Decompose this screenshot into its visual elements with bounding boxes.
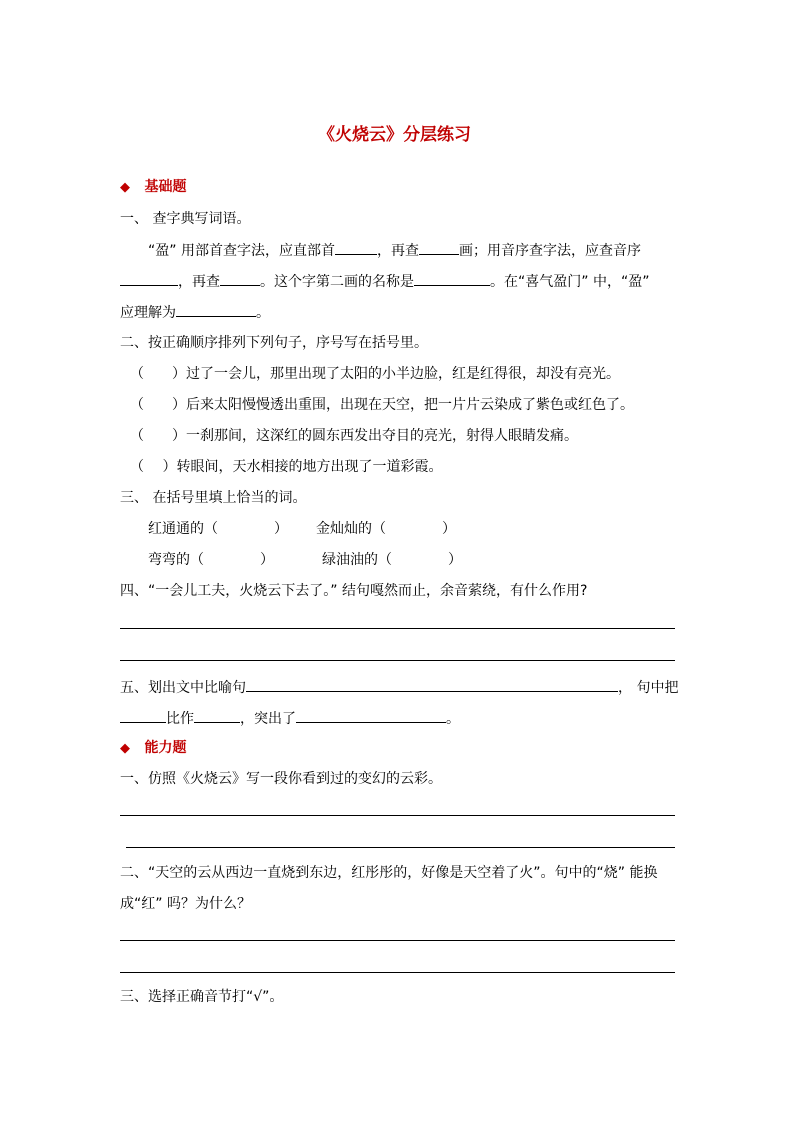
fill-word: 绿油油的（ ） xyxy=(322,552,462,568)
section-basic xyxy=(120,178,186,197)
text: ，再查 xyxy=(376,243,419,259)
list-item: （ ）过了一会儿，那里出现了太阳的小半边脸，红是红得很，却没有亮光。 xyxy=(130,366,620,382)
text: 比作 xyxy=(166,711,194,727)
question-line xyxy=(120,708,460,728)
blank[interactable] xyxy=(419,240,459,255)
blank[interactable] xyxy=(246,677,618,692)
question-heading: 二、按正确顺序排列下列句子，序号写在括号里。 xyxy=(120,335,428,351)
question-heading: 一、仿照《火烧云》写一段你看到过的变幻的云彩。 xyxy=(120,771,442,787)
diamond-icon: ◆ xyxy=(120,741,130,756)
fill-word: 红通通的（ ） xyxy=(148,521,288,537)
answer-line[interactable] xyxy=(126,847,675,848)
text: 。这个字第二画的名称是 xyxy=(260,274,414,290)
question-heading: 三、选择正确音节打“√”。 xyxy=(120,989,284,1005)
question-heading: 一、 查字典写词语。 xyxy=(120,211,251,227)
blank[interactable] xyxy=(335,240,377,255)
question-heading: 三、 在括号里填上恰当的词。 xyxy=(120,490,307,506)
text: 画；用音序查字法，应查音序 xyxy=(458,243,641,259)
question-line: 二、“天空的云从西边一直烧到东边，红彤彤的，好像是天空着了火”。句中的“烧” 能换 xyxy=(120,865,658,881)
question-line xyxy=(120,271,649,291)
answer-line[interactable] xyxy=(120,972,675,973)
answer-line[interactable] xyxy=(120,628,675,629)
section-label: 能力题 xyxy=(144,740,187,756)
question-line xyxy=(148,240,641,260)
section-label: 基础题 xyxy=(144,179,187,195)
blank[interactable] xyxy=(220,271,260,286)
text: 。 xyxy=(446,711,460,727)
fill-word: 弯弯的（ ） xyxy=(148,552,274,568)
question-line xyxy=(120,677,678,697)
list-item: （ ）一刹那间，这深红的圆东西发出夺目的亮光，射得人眼睛发痛。 xyxy=(130,428,578,444)
blank[interactable] xyxy=(296,708,446,723)
page-title: 《火烧云》分层练习 xyxy=(318,125,471,145)
blank[interactable] xyxy=(176,302,256,317)
blank[interactable] xyxy=(194,708,240,723)
text: ，再查 xyxy=(178,274,220,290)
diamond-icon: ◆ xyxy=(120,180,130,195)
text: 应理解为 xyxy=(120,305,176,321)
question-line: 成“红” 吗？为什么？ xyxy=(120,896,251,912)
text: “盈” 用部首查字法，应直部首 xyxy=(148,243,335,259)
text: ， 句中把 xyxy=(618,680,679,696)
blank[interactable] xyxy=(120,708,166,723)
answer-line[interactable] xyxy=(120,815,675,816)
text: ，突出了 xyxy=(240,711,296,727)
answer-line[interactable] xyxy=(120,660,675,661)
question-heading: 四、“一会儿工夫，火烧云下去了。” 结句嘎然而止，余音萦绕，有什么作用? xyxy=(120,583,588,599)
fill-word: 金灿灿的（ ） xyxy=(316,521,456,537)
text: 。 xyxy=(256,305,270,321)
answer-line[interactable] xyxy=(120,940,675,941)
list-item: （ ）后来太阳慢慢透出重围，出现在天空，把一片片云染成了紫色或红色了。 xyxy=(130,397,634,413)
question-line xyxy=(120,302,270,322)
blank[interactable] xyxy=(120,271,178,286)
text: 五、划出文中比喻句 xyxy=(120,680,246,696)
list-item: （ ）转眼间，天水相接的地方出现了一道彩霞。 xyxy=(130,459,443,475)
text: 。在“喜气盈门” 中，“盈” xyxy=(490,274,650,290)
blank[interactable] xyxy=(414,271,490,286)
section-ability xyxy=(120,739,186,758)
